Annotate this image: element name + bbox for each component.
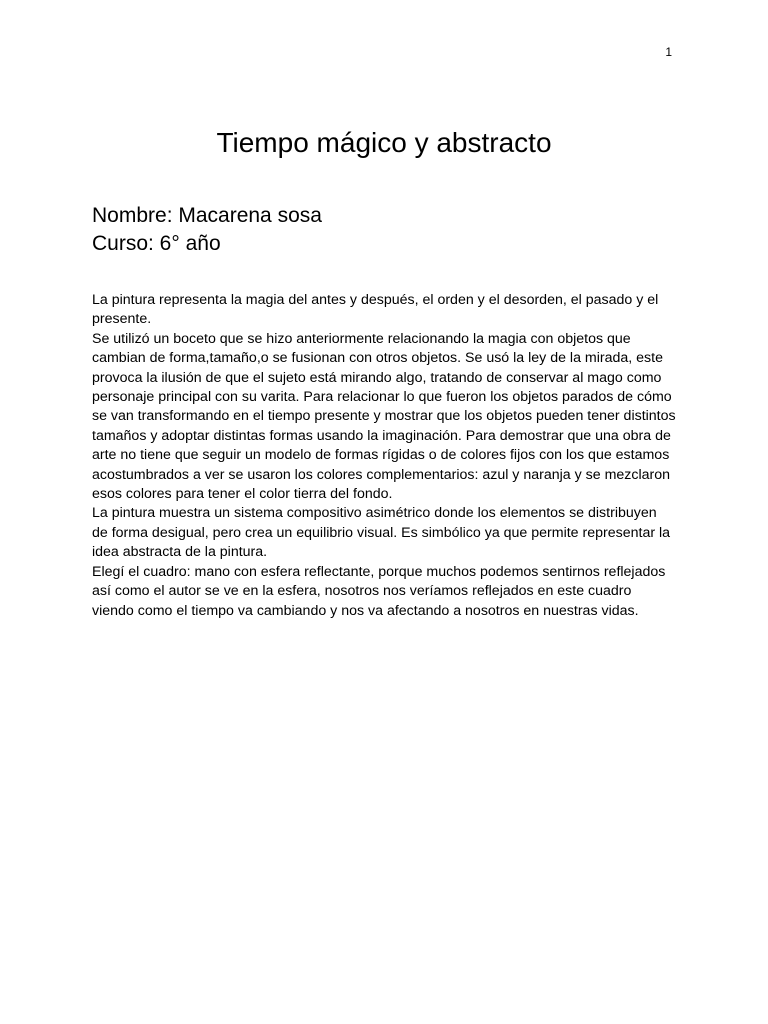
paragraph: La pintura representa la magia del antes y después, el orden y el desorden, el pasado y el presente. <box>92 292 659 328</box>
document-title: Tiempo mágico y abstracto <box>216 127 552 158</box>
paragraph: Se utilizó un boceto que se hizo anteriormente relacionando la magia con objetos que cambian de forma,tamaño,o se fusionan con otros objetos. Se usó la ley de la mirada, este provoca la ilusión de que el sujeto está mirando algo, tratando de conservar al mago como personaje principal con su varita. Para relacionar lo que fueron los objetos parados de cómo se van transformando en el tiempo presente y mostrar que los objetos pueden tener distintos tamaños y adoptar distintas formas usando la imaginación. Para demostrar que una obra de arte no tiene que seguir un modelo de formas rígidas o de colores fijos con los que estamos acostumbrados a ver se usaron los colores complementarios: azul y naranja y se mezclaron esos colores para tener el color tierra del fondo. <box>92 330 676 503</box>
page-number: 1 <box>665 45 672 59</box>
paragraph: Elegí el cuadro: mano con esfera reflectante, porque muchos podemos sentirnos reflejados así como el autor se ve en la esfera, nosotros nos veríamos reflejados en este cuadro viendo como el tiempo va cambiando y nos va afectando a nosotros en nuestras vidas. <box>92 563 666 619</box>
paragraph: La pintura muestra un sistema compositivo asimétrico donde los elementos se distribuyen de forma desigual, pero crea un equilibrio visual. Es simbólico ya que permite representar la idea abstracta de la pintura. <box>92 505 671 561</box>
student-info <box>92 202 322 258</box>
student-course: Curso: 6° año <box>92 232 221 255</box>
student-name: Nombre: Macarena sosa <box>92 204 322 227</box>
body-text <box>92 291 676 621</box>
